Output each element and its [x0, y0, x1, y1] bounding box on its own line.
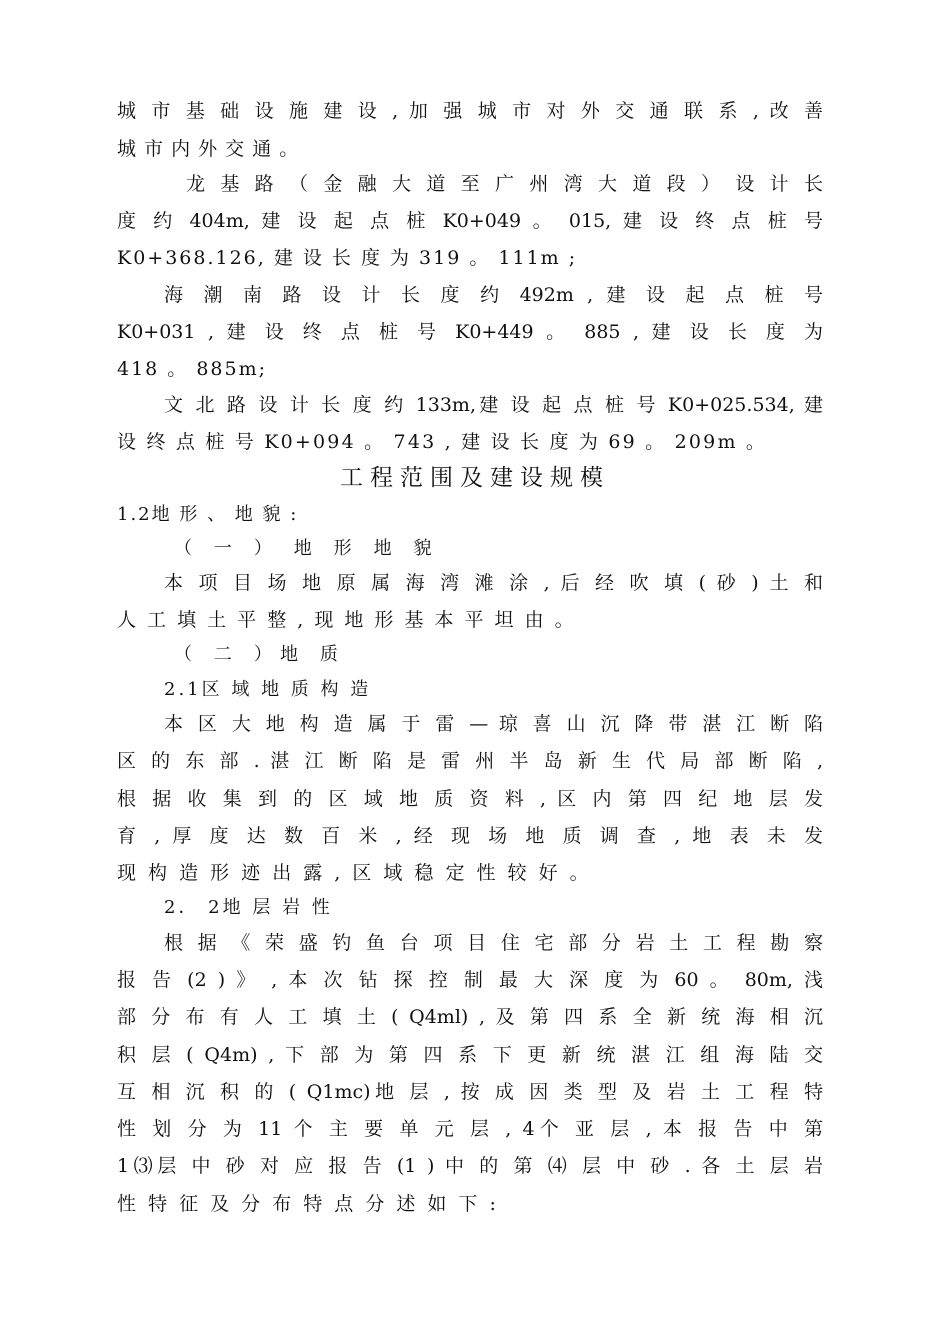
- text-line: 性 划 分 为 11 个 主 要 单 元 层 , 4个 亚 层 , 本 报 告 中 第: [117, 1118, 823, 1140]
- section-heading: 1.2地 形 、 地 貌 :: [117, 504, 299, 525]
- text-line: 部 分 布 有 人 工 填 土 ( Q4ml) , 及 第 四 系 全 新 统 海 相 沉: [117, 1006, 823, 1028]
- text-line: 报 告 (2 ) 》 , 本 次 钻 探 控 制 最 大 深 度 为 60 。 80m, 浅: [117, 969, 823, 991]
- text-line: 城 市 内 外 交 通 。: [117, 138, 300, 160]
- text-line: 性 特 征 及 分 布 特 点 分 述 如 下 :: [117, 1193, 499, 1215]
- text-line: 设 终 点 桩 号 K0+094 。 743 , 建 设 长 度 为 69 。 209m 。: [117, 431, 768, 453]
- subheading: （ 一 ） 地 形 地 貌: [174, 538, 440, 559]
- text-line: 龙 基 路 （ 金 融 大 道 至 广 州 湾 大 道 段 ） 设 计 长: [186, 173, 823, 195]
- text-line: 度 约 404m, 建 设 起 点 桩 K0+049 。 015, 建 设 终 点 桩 号: [117, 210, 823, 232]
- text-line: 根 据 《 荣 盛 钓 鱼 台 项 目 住 宅 部 分 岩 土 工 程 勘 察: [164, 932, 823, 954]
- text-line: 互 相 沉 积 的 ( Q1mc)地 层 , 按 成 因 类 型 及 岩 土 工 程 特: [117, 1081, 823, 1103]
- subheading: （ 二 ）地 质: [174, 644, 346, 665]
- text-line: 育 , 厚 度 达 数 百 米 , 经 现 场 地 质 调 查 , 地 表 未 发: [117, 825, 823, 847]
- text-line: 根 据 收 集 到 的 区 域 地 质 资 料 , 区 内 第 四 纪 地 层 发: [117, 788, 823, 810]
- text-line: K0+031 , 建 设 终 点 桩 号 K0+449 。 885 , 建 设 长 度 为: [117, 321, 823, 343]
- text-line: K0+368.126, 建 设 长 度 为 319 。 111m ;: [117, 247, 578, 269]
- text-line: 城 市 基 础 设 施 建 设 , 加 强 城 市 对 外 交 通 联 系 , 改 善: [117, 100, 823, 122]
- subheading: 2.1区 域 地 质 构 造: [164, 679, 372, 700]
- text-line: 418 。 885m;: [117, 358, 268, 380]
- text-line: 文 北 路 设 计 长 度 约 133m,建 设 起 点 桩 号 K0+025.534, 建: [164, 394, 823, 416]
- text-line: 区 的 东 部 . 湛 江 断 陷 是 雷 州 半 岛 新 生 代 局 部 断 陷 ,: [117, 750, 823, 772]
- text-line: 现 构 造 形 迹 出 露 , 区 域 稳 定 性 较 好 。: [117, 862, 592, 884]
- section-title: 工程范围及建设规模: [340, 465, 610, 491]
- text-line: 1⑶层 中 砂 对 应 报 告 (1 ) 中 的 第 ⑷ 层 中 砂 . 各 土 层 岩: [117, 1155, 823, 1177]
- text-line: 积 层 ( Q4m) , 下 部 为 第 四 系 下 更 新 统 湛 江 组 海 陆 交: [117, 1044, 823, 1066]
- text-line: 本 项 目 场 地 原 属 海 湾 滩 涂 , 后 经 吹 填 ( 砂 ) 土 和: [164, 572, 823, 594]
- text-line: 人 工 填 土 平 整 , 现 地 形 基 本 平 坦 由 。: [117, 609, 577, 631]
- text-line: 本 区 大 地 构 造 属 于 雷 — 琼 喜 山 沉 降 带 湛 江 断 陷: [164, 713, 823, 735]
- subheading: 2． 2地 层 岩 性: [164, 897, 333, 918]
- text-line: 海 潮 南 路 设 计 长 度 约 492m , 建 设 起 点 桩 号: [164, 284, 823, 306]
